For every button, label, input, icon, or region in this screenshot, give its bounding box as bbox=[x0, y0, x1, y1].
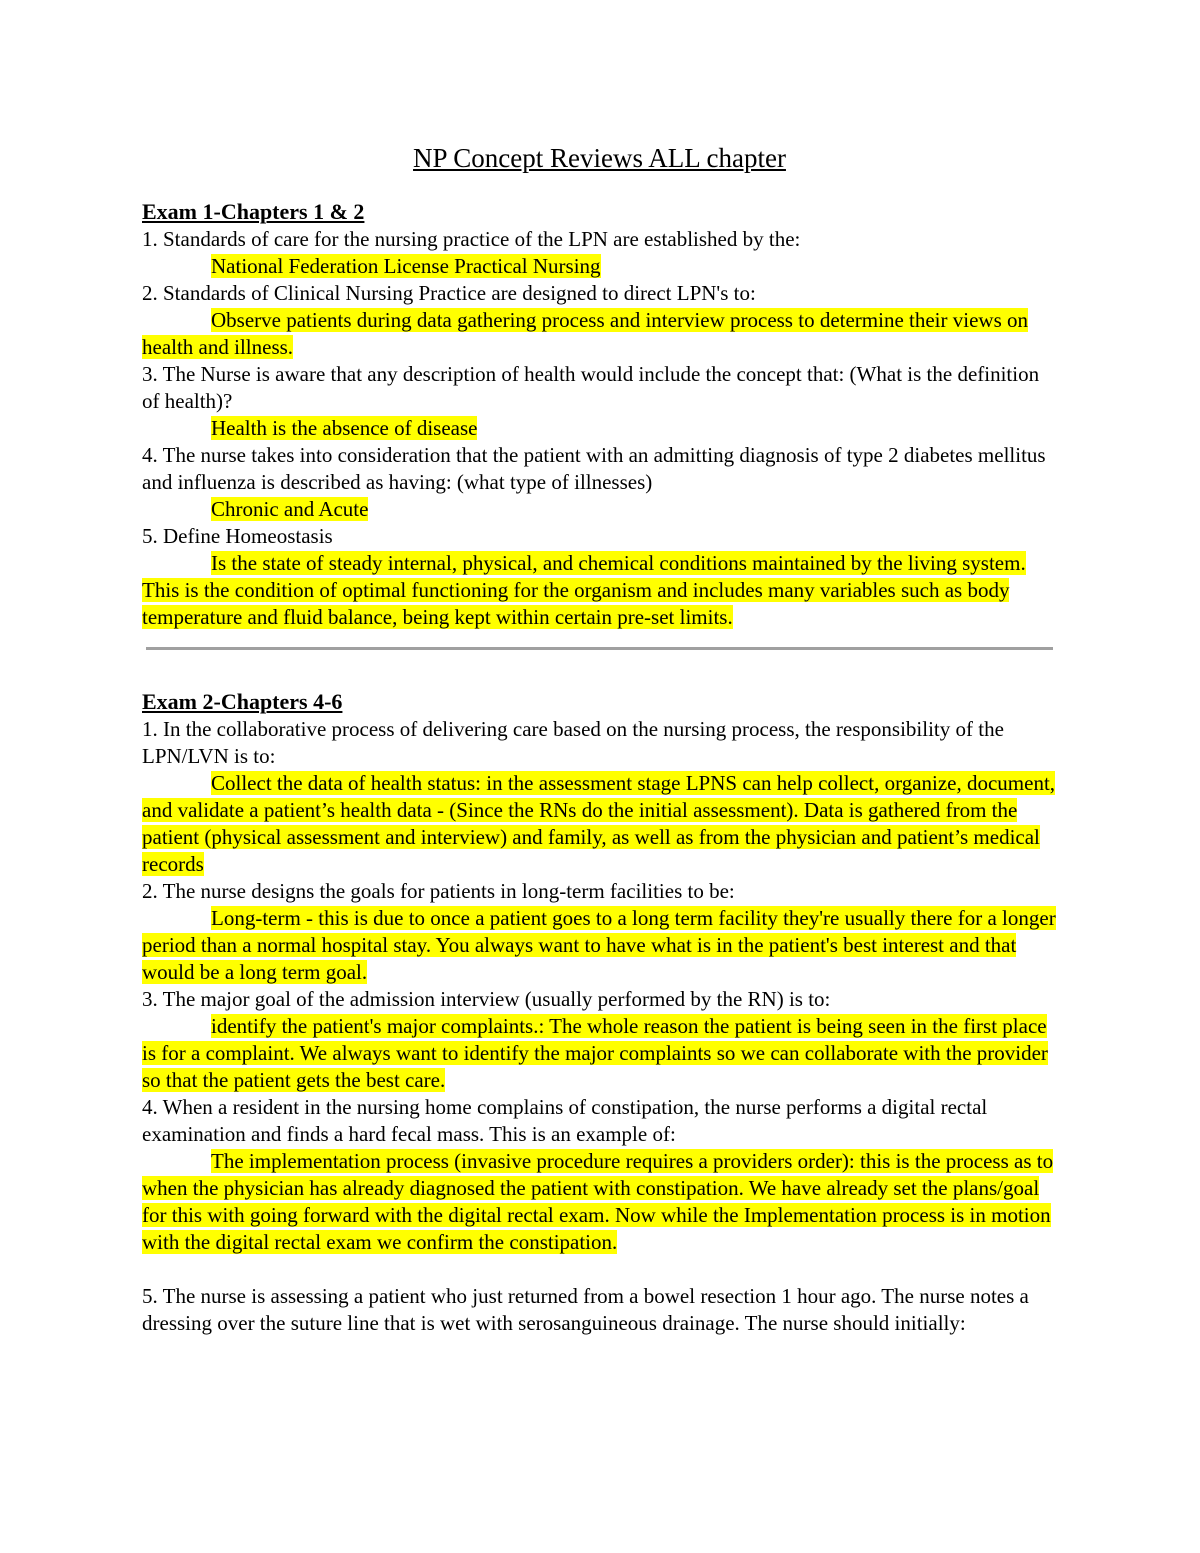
exam-1-heading: Exam 1-Chapters 1 & 2 bbox=[142, 199, 365, 224]
blank-line bbox=[142, 1256, 1057, 1283]
highlighted-answer: Chronic and Acute bbox=[211, 497, 369, 521]
exam-2-question-5: 5. The nurse is assessing a patient who just returned from a bowel resection 1 hour ago. The nurse notes a dressing over the suture line that is wet with serosanguineous drainage. The nurse should initially: bbox=[142, 1284, 1029, 1335]
exam-2-answer-4 bbox=[142, 1148, 1057, 1256]
document-title: NP Concept Reviews ALL chapter bbox=[413, 143, 786, 173]
exam-2-question-3: 3. The major goal of the admission interview (usually performed by the RN) is to: bbox=[142, 987, 831, 1011]
highlighted-answer: records bbox=[142, 852, 204, 876]
exam-1-answer-2 bbox=[142, 307, 1057, 361]
exam-1-answer-4 bbox=[142, 496, 1057, 523]
highlighted-answer: Collect the data of health status: in the assessment stage LPNS can help collect, organize, document, and validate a patient’s health data - (Since the RNs do the initial assessment). Data is gathered from the patient (physical assessment and interview) and family, as well as from the physician and patient’s medical bbox=[142, 771, 1056, 849]
exam-2-answer-3 bbox=[142, 1013, 1057, 1094]
exam-2-question-4: 4. When a resident in the nursing home complains of constipation, the nurse performs a digital rectal examination and finds a hard fecal mass. This is an example of: bbox=[142, 1095, 988, 1146]
exam-1-answer-3 bbox=[142, 415, 1057, 442]
exam-1-answer-5 bbox=[142, 550, 1057, 631]
exam-2-question-2: 2. The nurse designs the goals for patients in long-term facilities to be: bbox=[142, 879, 735, 903]
highlighted-answer: The implementation process (invasive procedure requires a providers order): this is the process as to when the physician has already diagnosed the patient with constipation. We have already set the plans/goal for this with going forward with the digital rectal exam. Now while the Implementation process is in motion with the digital rectal exam we confirm the constipation. bbox=[142, 1149, 1054, 1254]
highlighted-answer: identify the patient's major complaints.: The whole reason the patient is being seen in the first place is for a complaint. We always want to identify the major complaints so we can collaborate with the provider so that the patient gets the best care. bbox=[142, 1014, 1048, 1092]
exam-2-heading: Exam 2-Chapters 4-6 bbox=[142, 689, 343, 714]
section-divider bbox=[146, 647, 1053, 650]
exam-1-answer-1 bbox=[142, 253, 1057, 280]
highlighted-answer: Is the state of steady internal, physical, and chemical conditions maintained by the living system. This is the condition of optimal functioning for the organism and includes many variables such as body temperature and fluid balance, being kept within certain pre-set limits. bbox=[142, 551, 1026, 629]
exam-2-answer-1 bbox=[142, 770, 1057, 851]
exam-1-question-5: 5. Define Homeostasis bbox=[142, 524, 333, 548]
highlighted-answer: Long-term - this is due to once a patient goes to a long term facility they're usually there for a longer period than a normal hospital stay. You always want to have what is in the patient's best interest and that would be a long term goal. bbox=[142, 906, 1056, 984]
document-page bbox=[142, 140, 1057, 1337]
exam-2-answer-1-continued bbox=[142, 851, 1057, 878]
highlighted-answer: Health is the absence of disease bbox=[211, 416, 478, 440]
exam-1-question-2: 2. Standards of Clinical Nursing Practice are designed to direct LPN's to: bbox=[142, 281, 756, 305]
exam-1-question-3: 3. The Nurse is aware that any description of health would include the concept that: (What is the definition of health)? bbox=[142, 362, 1040, 413]
exam-2-section bbox=[142, 688, 1057, 1337]
exam-1-question-1: 1. Standards of care for the nursing practice of the LPN are established by the: bbox=[142, 227, 801, 251]
highlighted-answer: National Federation License Practical Nursing bbox=[211, 254, 601, 278]
highlighted-answer: Observe patients during data gathering process and interview process to determine their views on health and illness. bbox=[142, 308, 1029, 359]
exam-1-question-4: 4. The nurse takes into consideration that the patient with an admitting diagnosis of type 2 diabetes mellitus and influenza is described as having: (what type of illnesses) bbox=[142, 443, 1046, 494]
exam-2-question-1: 1. In the collaborative process of delivering care based on the nursing process, the responsibility of the LPN/LVN is to: bbox=[142, 717, 1004, 768]
exam-2-answer-2 bbox=[142, 905, 1057, 986]
exam-1-section bbox=[142, 198, 1057, 631]
